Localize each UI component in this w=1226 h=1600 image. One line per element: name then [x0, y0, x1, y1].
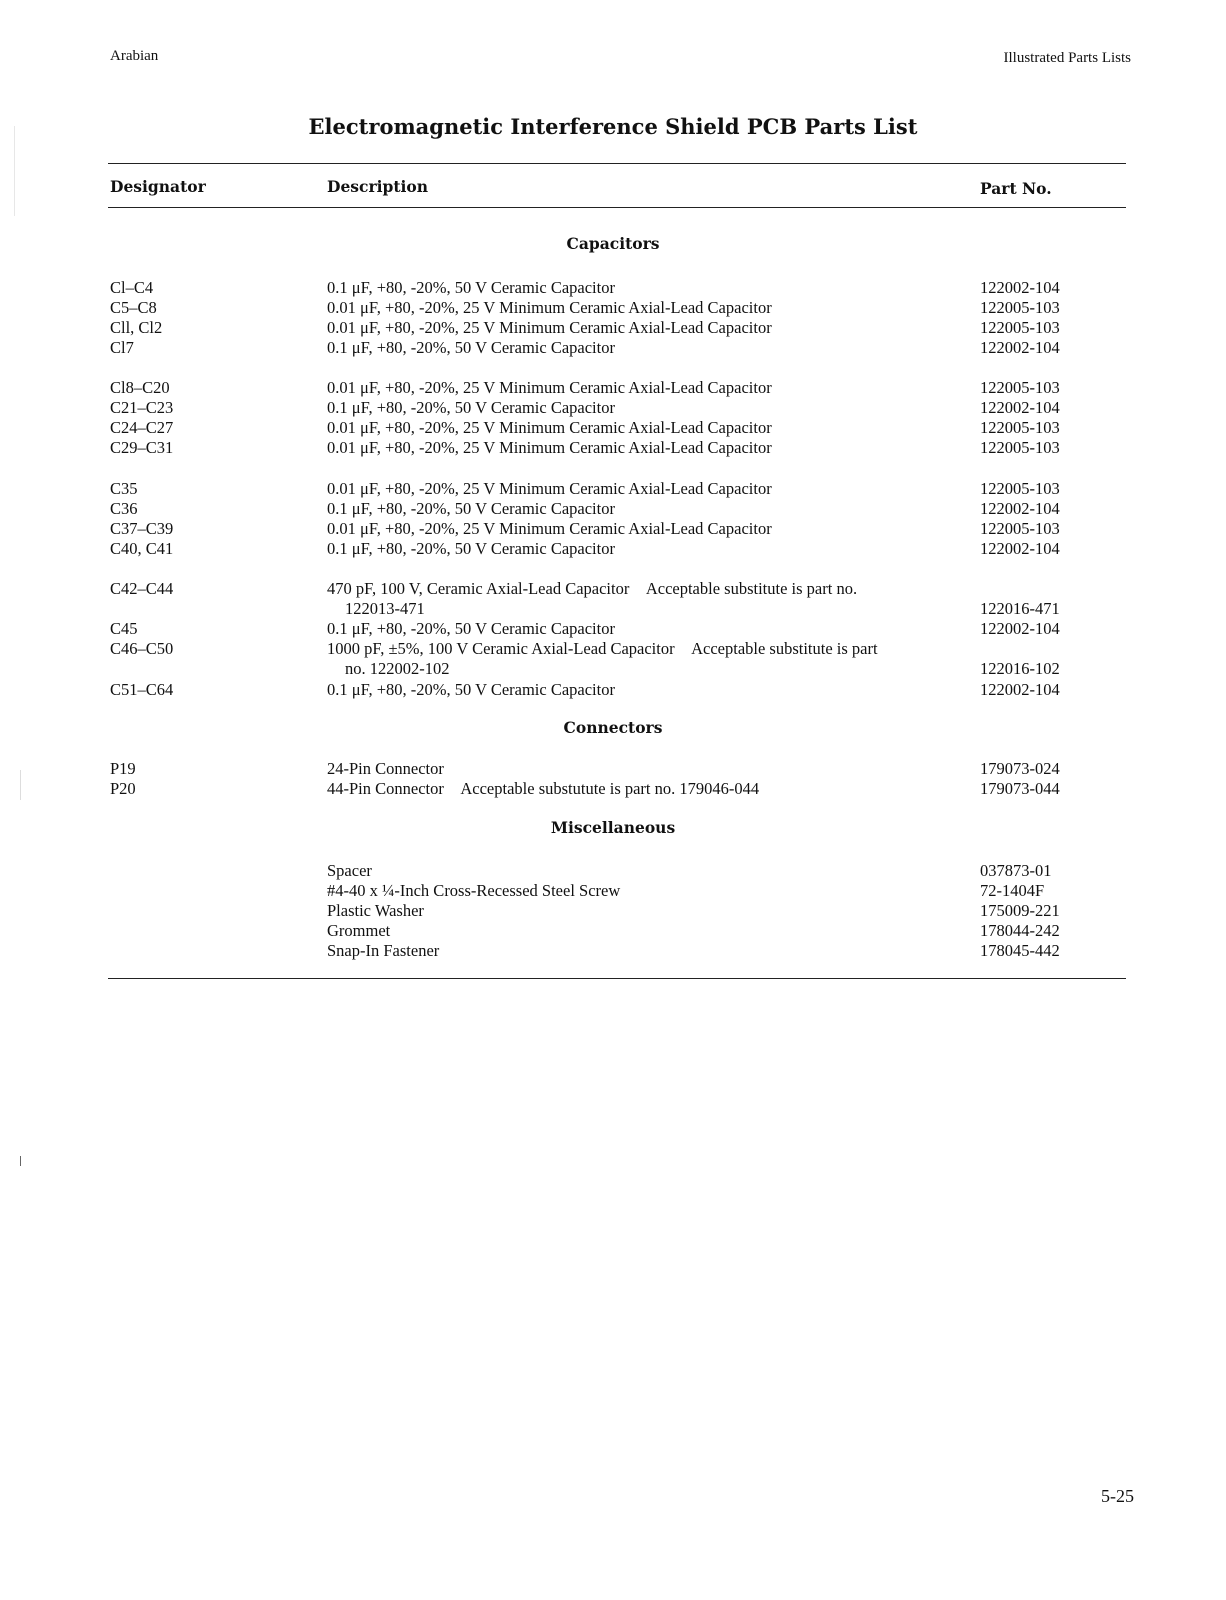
- running-header-right: Illustrated Parts Lists: [1003, 50, 1131, 66]
- table-bottom-rule: [108, 978, 1126, 979]
- part-number-cell: 122002-104: [980, 539, 1060, 558]
- section-heading-connectors: Connectors: [563, 718, 663, 737]
- part-number-cell: 122005-103: [980, 438, 1060, 457]
- description-cell: #4-40 x ¼-Inch Cross-Recessed Steel Screw: [327, 881, 621, 900]
- part-number-cell: 122002-104: [980, 338, 1060, 357]
- designator-cell: Cll, Cl2: [110, 318, 163, 337]
- designator-cell: C29–C31: [110, 438, 174, 457]
- designator-cell: C37–C39: [110, 519, 174, 538]
- designator-cell: C45: [110, 619, 138, 638]
- description-cell: 0.01 μF, +80, -20%, 25 V Minimum Ceramic Axial-Lead Capacitor: [327, 298, 772, 317]
- description-cell: 0.1 μF, +80, -20%, 50 V Ceramic Capacitor: [327, 680, 615, 699]
- designator-cell: P20: [110, 779, 136, 798]
- description-line: 470 pF, 100 V, Ceramic Axial-Lead Capacitor Acceptable substitute is part no.: [327, 579, 858, 598]
- part-number-cell: 122002-104: [980, 278, 1060, 297]
- description-continuation: 122013-471: [345, 599, 425, 618]
- column-header-description: Description: [327, 177, 429, 196]
- part-number-cell: 037873-01: [980, 861, 1052, 880]
- designator-cell: C21–C23: [110, 398, 174, 417]
- designator-cell: C5–C8: [110, 298, 157, 317]
- description-cell: Grommet: [327, 921, 391, 940]
- part-number-cell: 72-1404F: [980, 881, 1045, 900]
- description-cell: 0.01 μF, +80, -20%, 25 V Minimum Ceramic Axial-Lead Capacitor: [327, 318, 772, 337]
- description-cell: 0.1 μF, +80, -20%, 50 V Ceramic Capacitor: [327, 398, 615, 417]
- part-number-cell: 122016-471: [980, 599, 1060, 618]
- scan-artifact: [14, 126, 15, 216]
- part-number-cell: 179073-044: [980, 779, 1060, 798]
- part-number-cell: 122005-103: [980, 318, 1060, 337]
- designator-cell: Cl7: [110, 338, 134, 357]
- part-number-cell: 175009-221: [980, 901, 1060, 920]
- designator-cell: P19: [110, 759, 136, 778]
- description-cell: Snap-In Fastener: [327, 941, 440, 960]
- scan-artifact: [20, 770, 21, 800]
- section-heading-capacitors: Capacitors: [566, 234, 660, 253]
- part-number-cell: 122002-104: [980, 619, 1060, 638]
- part-number-cell: 122005-103: [980, 519, 1060, 538]
- description-cell: 0.1 μF, +80, -20%, 50 V Ceramic Capacitor: [327, 619, 615, 638]
- designator-cell: C42–C44: [110, 579, 174, 598]
- description-cell: 0.01 μF, +80, -20%, 25 V Minimum Ceramic Axial-Lead Capacitor: [327, 418, 772, 437]
- description-cell: [327, 639, 967, 679]
- part-number-cell: 178045-442: [980, 941, 1060, 960]
- description-continuation: no. 122002-102: [345, 659, 450, 678]
- table-top-rule: [108, 163, 1126, 164]
- part-number-cell: 122002-104: [980, 499, 1060, 518]
- designator-cell: C40, C41: [110, 539, 174, 558]
- description-cell: 0.01 μF, +80, -20%, 25 V Minimum Ceramic Axial-Lead Capacitor: [327, 479, 772, 498]
- page-title: Electromagnetic Interference Shield PCB Parts List: [308, 114, 918, 139]
- part-number-cell: 122002-104: [980, 680, 1060, 699]
- description-cell: [327, 579, 967, 619]
- column-header-part-no: Part No.: [980, 179, 1052, 198]
- part-number-cell: 122005-103: [980, 418, 1060, 437]
- scan-artifact: [20, 1156, 21, 1166]
- part-number-cell: 179073-024: [980, 759, 1060, 778]
- description-cell: 0.1 μF, +80, -20%, 50 V Ceramic Capacitor: [327, 338, 615, 357]
- description-cell: Plastic Washer: [327, 901, 424, 920]
- part-number-cell: 122005-103: [980, 298, 1060, 317]
- description-cell: 0.1 μF, +80, -20%, 50 V Ceramic Capacitor: [327, 539, 615, 558]
- table-header-rule: [108, 207, 1126, 208]
- running-header-left: Arabian: [110, 48, 159, 64]
- designator-cell: C46–C50: [110, 639, 174, 658]
- description-cell: Spacer: [327, 861, 372, 880]
- part-number-cell: 122005-103: [980, 479, 1060, 498]
- description-line: 1000 pF, ±5%, 100 V Ceramic Axial-Lead Capacitor Acceptable substitute is part: [327, 639, 878, 658]
- section-heading-miscellaneous: Miscellaneous: [550, 818, 676, 837]
- description-cell: 44-Pin Connector Acceptable substutute is part no. 179046-044: [327, 779, 760, 798]
- designator-cell: C51–C64: [110, 680, 174, 699]
- description-cell: 24-Pin Connector: [327, 759, 444, 778]
- description-cell: 0.1 μF, +80, -20%, 50 V Ceramic Capacitor: [327, 499, 615, 518]
- designator-cell: Cl8–C20: [110, 378, 170, 397]
- description-cell: 0.1 μF, +80, -20%, 50 V Ceramic Capacitor: [327, 278, 615, 297]
- column-header-designator: Designator: [110, 177, 206, 196]
- designator-cell: C36: [110, 499, 138, 518]
- description-cell: 0.01 μF, +80, -20%, 25 V Minimum Ceramic Axial-Lead Capacitor: [327, 378, 772, 397]
- designator-cell: C24–C27: [110, 418, 174, 437]
- page-number: 5-25: [1101, 1486, 1134, 1506]
- part-number-cell: 122002-104: [980, 398, 1060, 417]
- part-number-cell: 122005-103: [980, 378, 1060, 397]
- part-number-cell: 122016-102: [980, 659, 1060, 678]
- part-number-cell: 178044-242: [980, 921, 1060, 940]
- designator-cell: C35: [110, 479, 138, 498]
- designator-cell: Cl–C4: [110, 278, 154, 297]
- description-cell: 0.01 μF, +80, -20%, 25 V Minimum Ceramic Axial-Lead Capacitor: [327, 519, 772, 538]
- description-cell: 0.01 μF, +80, -20%, 25 V Minimum Ceramic Axial-Lead Capacitor: [327, 438, 772, 457]
